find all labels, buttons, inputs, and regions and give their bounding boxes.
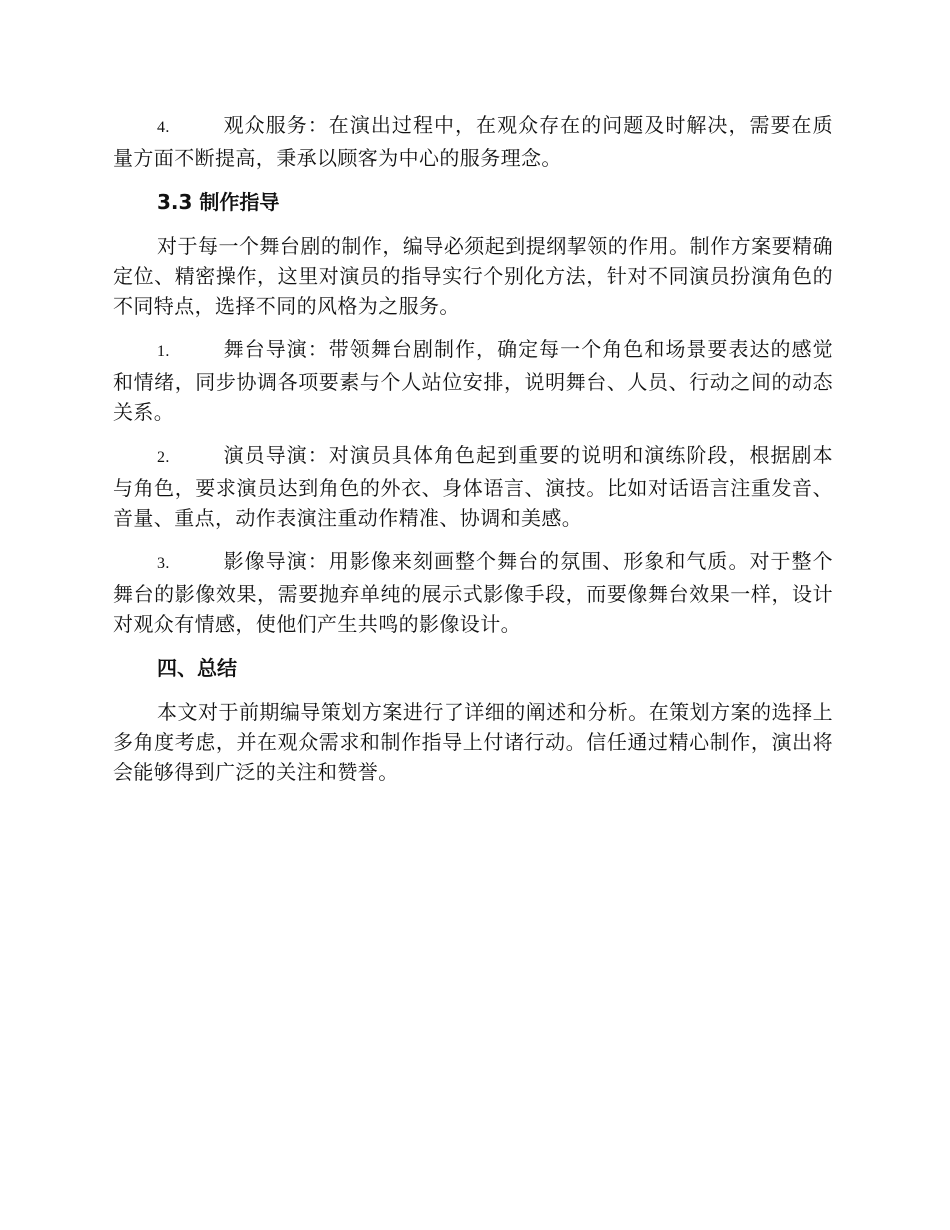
list-number: 2.	[157, 449, 170, 466]
list-number: 4.	[157, 119, 170, 136]
list-text: 演员导演：对演员具体角色起到重要的说明和演练阶段，根据剧本与角色，要求演员达到角色的外衣、身体语言、演技。比如对话语言注重发音、音量、重点，动作表演注重动作精准、协调和美感。	[113, 443, 833, 530]
list-text: 舞台导演：带领舞台剧制作，确定每一个角色和场景要表达的感觉和情绪，同步协调各项要素与个人站位安排，说明舞台、人员、行动之间的动态关系。	[113, 337, 833, 424]
list-number: 1.	[157, 343, 170, 360]
paragraph-production-guidance: 对于每一个舞台剧的制作，编导必须起到提纲挈领的作用。制作方案要精确定位、精密操作，这里对演员的指导实行个别化方法，针对不同演员扮演角色的不同特点，选择不同的风格为之服务。	[113, 234, 833, 318]
document-page	[113, 110, 833, 787]
list-item-video-director	[113, 546, 833, 639]
section-heading-3-3: 3.3 制作指导	[157, 190, 280, 214]
list-text: 影像导演：用影像来刻画整个舞台的氛围、形象和气质。对于整个舞台的影像效果，需要抛弃单纯的展示式影像手段，而要像舞台效果一样，设计对观众有情感，使他们产生共鸣的影像设计。	[113, 549, 833, 636]
section-heading-summary: 四、总结	[157, 656, 237, 680]
list-number: 3.	[157, 555, 170, 572]
list-item-stage-director	[113, 334, 833, 427]
list-item-actor-director	[113, 440, 833, 533]
paragraph-summary: 本文对于前期编导策划方案进行了详细的阐述和分析。在策划方案的选择上多角度考虑，并在观众需求和制作指导上付诸行动。信任通过精心制作，演出将会能够得到广泛的关注和赞誉。	[113, 700, 833, 784]
list-item-audience-service	[113, 110, 833, 173]
list-text: 观众服务：在演出过程中，在观众存在的问题及时解决，需要在质量方面不断提高，秉承以顾客为中心的服务理念。	[113, 113, 833, 170]
